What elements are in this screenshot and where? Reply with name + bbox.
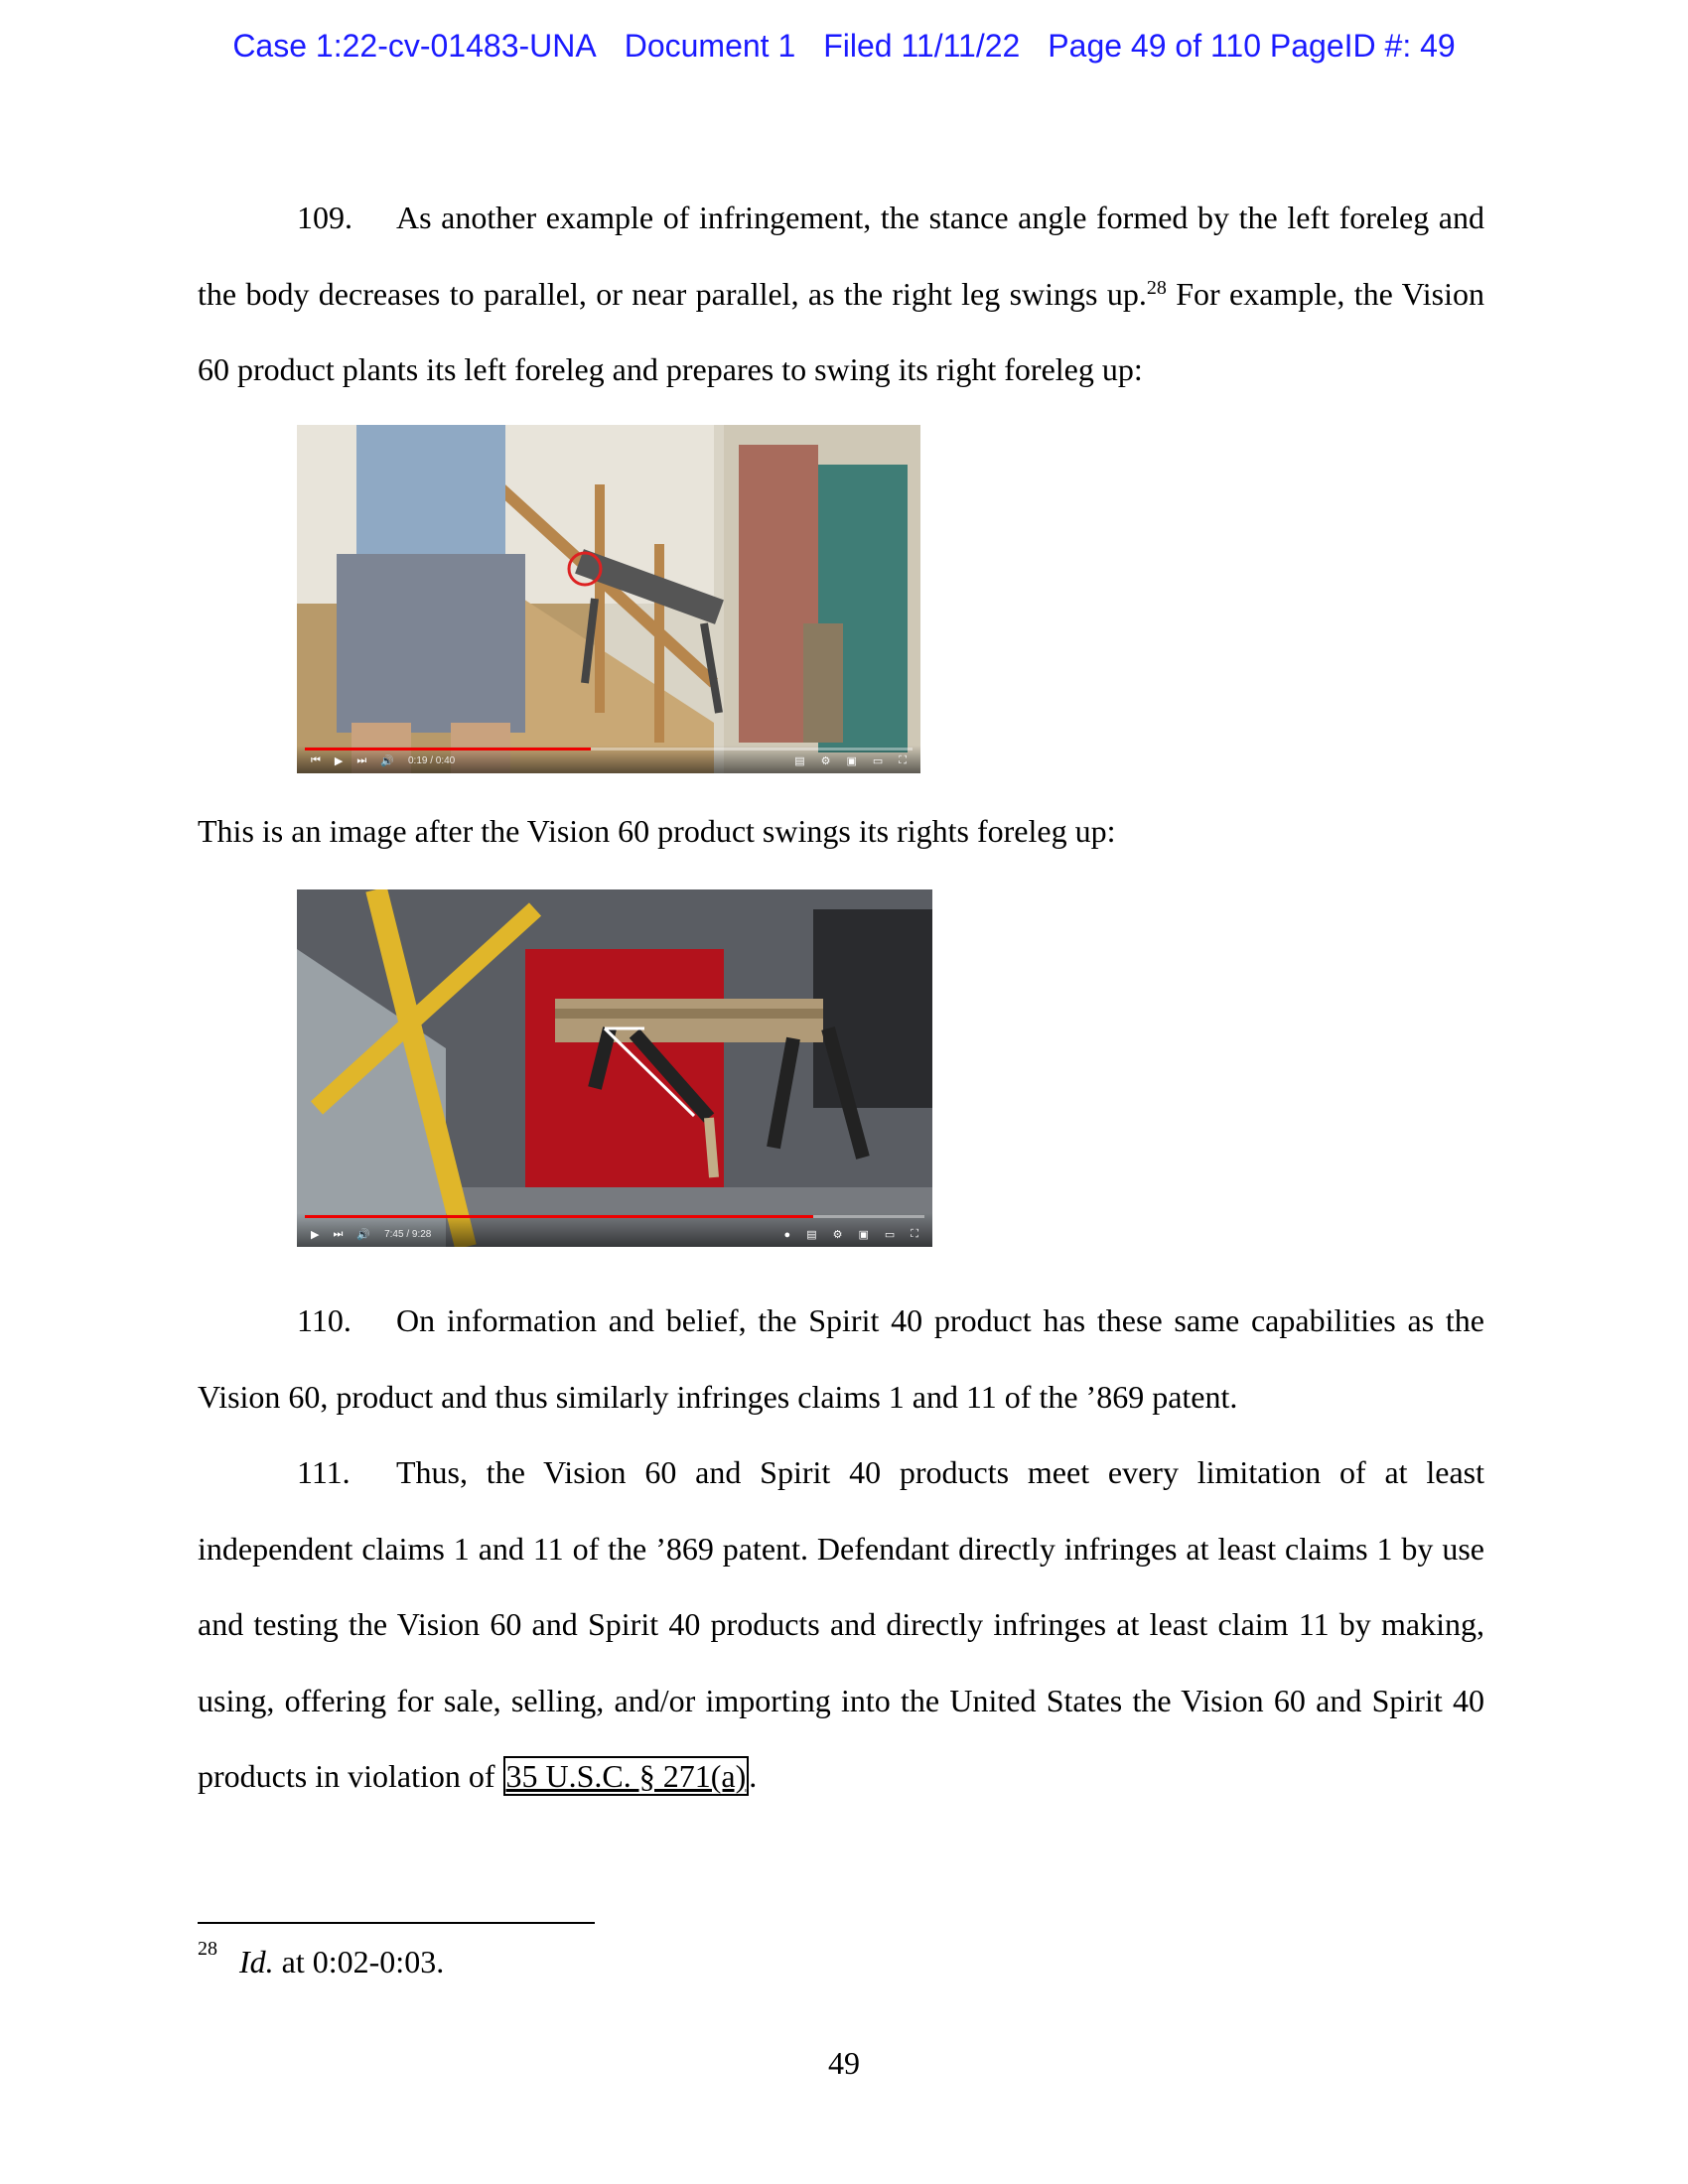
paragraph-text: As another example of infringement, the stance angle formed by the left foreleg and the body decreases to parallel, or near parallel, as the right leg swings up. [198,200,1484,312]
paragraph-109 [198,180,1484,408]
skip-forward-icon[interactable]: ⏭ [333,1228,344,1240]
footnote-ref[interactable]: 28 [1146,276,1167,299]
video-controls [297,746,920,773]
play-icon[interactable]: ▶ [334,755,344,767]
fullscreen-icon[interactable]: ⛶ [899,754,907,766]
paragraph-111 [198,1434,1484,1815]
paragraph-110 [198,1283,1484,1434]
header-document: Document 1 [624,28,796,64]
image-caption: This is an image after the Vision 60 product swings its rights foreleg up: [198,813,1116,849]
video-progress-bar[interactable] [305,1215,924,1218]
header-case: Case 1:22-cv-01483-UNA [232,28,597,64]
miniplayer-icon[interactable]: ▣ [846,755,857,767]
video-progress-fill [305,748,591,751]
theater-mode-icon[interactable]: ▭ [884,1229,896,1241]
header-page: Page 49 of 110 PageID #: 49 [1048,28,1456,64]
video-timestamp: 7:45 / 9:28 [384,1229,432,1240]
paragraph-text-cont: For example, the Vision 60 product plants its left foreleg and prepares to swing its right foreleg up: [198,275,1485,387]
page-number: 49 [828,2045,860,2081]
paragraph-text-end: . [749,1758,758,1794]
settings-gear-icon[interactable]: ⚙ [832,1229,843,1241]
case-header [0,28,1688,65]
paragraph-number: 111. [297,1454,351,1490]
header-filed: Filed 11/11/22 [823,28,1021,64]
footnote-number: 28 [198,1938,217,1960]
captions-icon[interactable]: ▤ [794,755,805,767]
robot-scene-illustration [297,889,932,1247]
footnote-divider [198,1922,595,1924]
skip-back-icon[interactable]: ⏮ [311,754,321,766]
volume-icon[interactable]: 🔊 [356,1229,371,1241]
captions-icon[interactable]: ▤ [806,1229,817,1241]
autoplay-toggle-icon[interactable]: ● [783,1228,791,1241]
footnote-text: at 0:02-0:03. [273,1944,445,1979]
paragraph-number: 110. [297,1302,352,1338]
volume-icon[interactable]: 🔊 [380,755,394,767]
theater-mode-icon[interactable]: ▭ [872,755,884,767]
settings-gear-icon[interactable]: ⚙ [820,755,831,767]
video-screenshot-robot [297,889,932,1247]
play-icon[interactable]: ▶ [311,1229,320,1241]
footnote-italic: Id. [239,1944,274,1979]
paragraph-number: 109. [297,200,352,235]
fullscreen-icon[interactable]: ⛶ [911,1228,918,1240]
statute-link[interactable]: 35 U.S.C. § 271(a) [503,1756,750,1796]
video-timestamp: 0:19 / 0:40 [407,755,456,766]
video-controls [297,1213,932,1247]
paragraph-text: On information and belief, the Spirit 40 product has these same capabilities as the Vision 60, product and thus similarly infringes claims 1 and 11 of the ’869 patent. [198,1302,1484,1415]
footnote-28 [198,1938,445,1980]
paragraph-text: Thus, the Vision 60 and Spirit 40 products meet every limitation of at least independent claims 1 and 11 of the ’869 patent. Defendant directly infringes at least claims 1 by use and testing the Vision 60 and Spirit 40 products and directly infringes at least claim 11 by making, using, offering for sale, selling, and/or importing into the United States the Vision 60 and Spirit 40 products in violation of [198,1454,1484,1794]
video-screenshot-stairs [297,425,920,773]
skip-forward-icon[interactable]: ⏭ [356,754,367,766]
stairs-scene-illustration [297,425,920,773]
miniplayer-icon[interactable]: ▣ [858,1229,869,1241]
video-progress-bar[interactable] [305,748,913,751]
video-progress-fill [305,1215,813,1218]
